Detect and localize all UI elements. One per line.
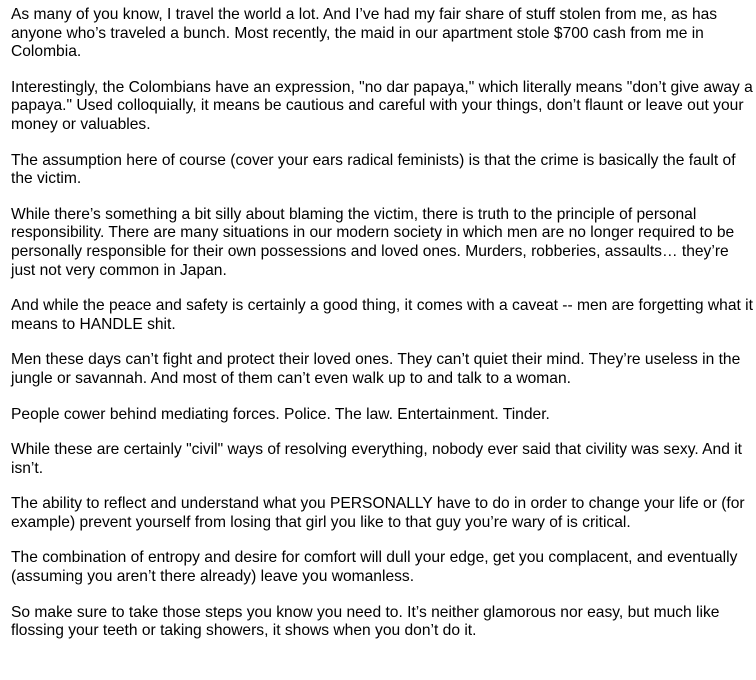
paragraph-8: While these are certainly "civil" ways of resolving everything, nobody ever said that civility was sexy. And it isn’t. [11, 441, 743, 477]
paragraph-10: The combination of entropy and desire for comfort will dull your edge, get you complacent, and eventually (assuming you aren’t there already) leave you womanless. [11, 549, 738, 586]
paragraph-3: The assumption here of course (cover your ears radical feminists) is that the crime is basically the fault of the victim. [11, 151, 736, 188]
paragraph-11: So make sure to take those steps you know you need to. It’s neither glamorous nor easy, but much like flossing your teeth or taking showers, it shows when you don’t do it. [11, 603, 720, 640]
paragraph-6: Men these days can’t fight and protect their loved ones. They can’t quiet their mind. They’re useless in the jungle or savannah. And most of them can’t even walk up to and talk to a woman. [11, 351, 741, 387]
paragraph-5: And while the peace and safety is certainly a good thing, it comes with a caveat -- men are forgetting what it means to HANDLE shit. [11, 297, 753, 333]
document-body [11, 6, 753, 641]
paragraph-4: While there’s something a bit silly about blaming the victim, there is truth to the principle of personal responsibility. There are many situations in our modern society in which men are no longer required to be personally responsible for their own possessions and loved ones. Murders, robberies, assaults… they’re just not very common in Japan. [11, 205, 735, 279]
paragraph-9: The ability to reflect and understand what you PERSONALLY have to do in order to change your life or (for example) prevent yourself from losing that girl you like to that guy you’re wary of is critical. [11, 495, 745, 531]
paragraph-7: People cower behind mediating forces. Police. The law. Entertainment. Tinder. [11, 405, 550, 423]
paragraph-2: Interestingly, the Colombians have an expression, "no dar papaya," which literally means "don’t give away a papaya." Used colloquially, it means be cautious and careful with your things, don’t flaunt or leave out your money or valuables. [11, 78, 753, 133]
paragraph-1: As many of you know, I travel the world a lot. And I’ve had my fair share of stuff stolen from me, as has anyone who’s traveled a bunch. Most recently, the maid in our apartment stole $700 cash from me in Colombia. [11, 6, 718, 61]
